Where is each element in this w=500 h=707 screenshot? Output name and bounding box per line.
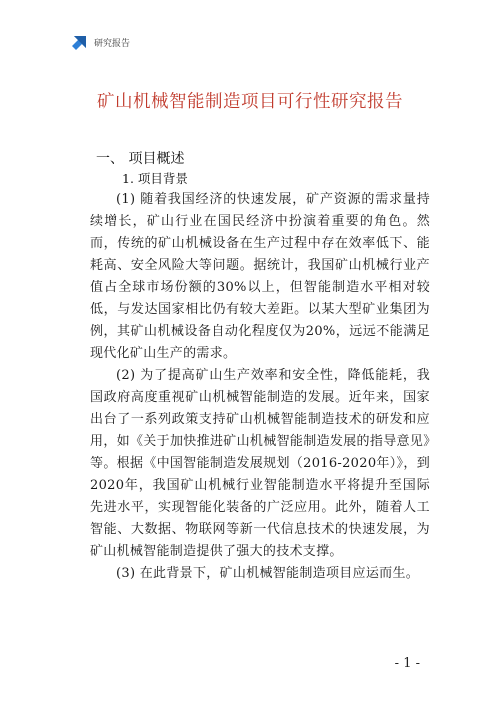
subsection-heading: 1. 项目背景 (122, 171, 188, 186)
header-label: 研究报告 (94, 38, 131, 49)
paragraph: (3) 在此背景下，矿山机械智能制造项目应运而生。 (116, 566, 420, 581)
paragraph: (2) 为了提高矿山生产效率和安全性，降低能耗，我国政府高度重视矿山机械智能制造的发展。近年来，国家出台了一系列政策支持矿山机械智能制造技术的研发和应用，如《关于加快推进矿山机械智能制造发展的指导意见》等。根据《中国智能制造发展规划（2016-2020年）》，到2020年，我国矿山机械行业智能制造水平将提升至国际先进水平，实现智能化装备的广泛应用。此外，随着人工智能、大数据、物联网等新一代信息技术的快速发展，为矿山机械智能制造提供了强大的技术支撑。 (90, 368, 431, 559)
arrow-logo-icon (72, 34, 88, 50)
report-header (72, 34, 130, 50)
page-number: - 1 - (394, 656, 420, 671)
section-heading: 一、 项目概述 (96, 151, 185, 167)
document-title: 矿山机械智能制造项目可行性研究报告 (97, 92, 403, 112)
paragraph: (1) 随着我国经济的快速发展，矿产资源的需求量持续增长，矿山行业在国民经济中扮演着重要的角色。然而，传统的矿山机械设备在生产过程中存在效率低下、能耗高、安全风险大等问题。据统计，我国矿山机械行业产值占全球市场份额的30%以上，但智能制造水平相对较低，与发达国家相比仍有较大差距。以某大型矿业集团为例，其矿山机械设备自动化程度仅为20%，远远不能满足现代化矿山生产的需求。 (90, 192, 431, 361)
document-body (90, 189, 430, 585)
